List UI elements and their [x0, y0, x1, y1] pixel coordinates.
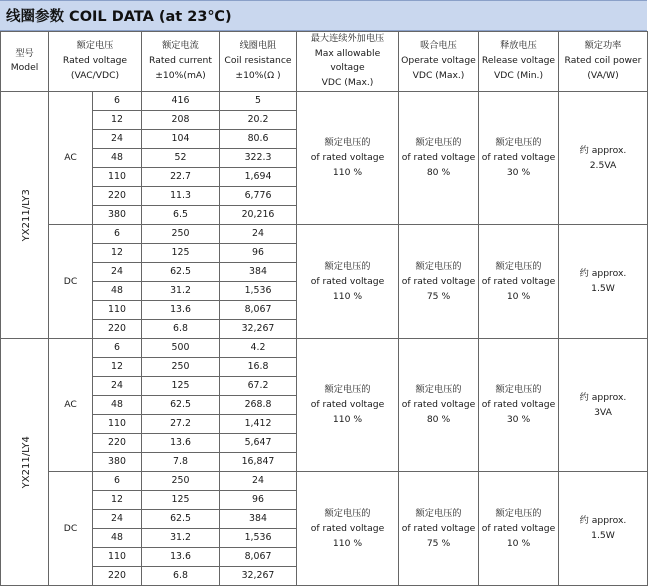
table-body — [1, 91, 648, 585]
rated-voltage-cell: 380 — [93, 205, 142, 224]
model-name-cell — [1, 91, 49, 338]
rated-voltage-cell: 12 — [93, 243, 142, 262]
coil-resistance-cell: 16.8 — [220, 357, 297, 376]
voltage-type-cell: AC — [49, 338, 93, 471]
table-row — [1, 338, 648, 357]
rated-voltage-cell: 12 — [93, 357, 142, 376]
coil-resistance-cell: 16,847 — [220, 452, 297, 471]
rated-current-cell: 250 — [142, 224, 220, 243]
coil-resistance-cell: 1,694 — [220, 167, 297, 186]
rated-current-cell: 7.8 — [142, 452, 220, 471]
coil-resistance-cell: 384 — [220, 509, 297, 528]
release-voltage-cell: 额定电压的 of rated voltage 30 % — [479, 91, 559, 224]
rated-voltage-cell: 6 — [93, 471, 142, 490]
rated-current-cell: 125 — [142, 243, 220, 262]
max-voltage-cell: 额定电压的 of rated voltage 110 % — [297, 338, 399, 471]
coil-resistance-cell: 4.2 — [220, 338, 297, 357]
rated-current-cell: 500 — [142, 338, 220, 357]
model-name-cell — [1, 338, 49, 585]
rated-current-cell: 62.5 — [142, 262, 220, 281]
coil-resistance-cell: 20.2 — [220, 110, 297, 129]
rated-current-cell: 52 — [142, 148, 220, 167]
coil-power-cell: 约 approx. 2.5VA — [559, 91, 648, 224]
coil-data-table — [0, 31, 648, 586]
max-voltage-cell: 额定电压的 of rated voltage 110 % — [297, 91, 399, 224]
rated-voltage-cell: 48 — [93, 528, 142, 547]
coil-resistance-cell: 8,067 — [220, 547, 297, 566]
rated-current-cell: 208 — [142, 110, 220, 129]
model-name: YX211/LY3 — [20, 188, 32, 241]
rated-voltage-cell: 24 — [93, 262, 142, 281]
header-release-voltage: 释放电压 Release voltage VDC (Min.) — [479, 32, 559, 92]
rated-current-cell: 22.7 — [142, 167, 220, 186]
header-coil-resistance: 线圈电阻 Coil resistance ±10%(Ω ) — [220, 32, 297, 92]
rated-current-cell: 250 — [142, 471, 220, 490]
coil-resistance-cell: 1,536 — [220, 528, 297, 547]
table-row — [1, 91, 648, 110]
rated-voltage-cell: 110 — [93, 167, 142, 186]
operate-voltage-cell: 额定电压的 of rated voltage 75 % — [399, 224, 479, 338]
rated-current-cell: 125 — [142, 376, 220, 395]
rated-current-cell: 416 — [142, 91, 220, 110]
release-voltage-cell: 额定电压的 of rated voltage 10 % — [479, 224, 559, 338]
rated-current-cell: 31.2 — [142, 528, 220, 547]
table-row — [1, 471, 648, 490]
operate-voltage-cell: 额定电压的 of rated voltage 80 % — [399, 338, 479, 471]
coil-resistance-cell: 384 — [220, 262, 297, 281]
rated-current-cell: 6.8 — [142, 319, 220, 338]
rated-voltage-cell: 12 — [93, 110, 142, 129]
rated-current-cell: 104 — [142, 129, 220, 148]
rated-current-cell: 11.3 — [142, 186, 220, 205]
rated-voltage-cell: 48 — [93, 281, 142, 300]
coil-resistance-cell: 32,267 — [220, 319, 297, 338]
coil-power-cell: 约 approx. 1.5W — [559, 471, 648, 585]
rated-voltage-cell: 24 — [93, 129, 142, 148]
model-name: YX211/LY4 — [20, 435, 32, 488]
coil-power-cell: 约 approx. 3VA — [559, 338, 648, 471]
rated-voltage-cell: 24 — [93, 509, 142, 528]
rated-voltage-cell: 6 — [93, 338, 142, 357]
max-voltage-cell: 额定电压的 of rated voltage 110 % — [297, 224, 399, 338]
rated-current-cell: 13.6 — [142, 300, 220, 319]
rated-current-cell: 125 — [142, 490, 220, 509]
rated-voltage-cell: 24 — [93, 376, 142, 395]
coil-resistance-cell: 67.2 — [220, 376, 297, 395]
coil-resistance-cell: 80.6 — [220, 129, 297, 148]
max-voltage-cell: 额定电压的 of rated voltage 110 % — [297, 471, 399, 585]
coil-power-cell: 约 approx. 1.5W — [559, 224, 648, 338]
rated-current-cell: 6.5 — [142, 205, 220, 224]
rated-voltage-cell: 220 — [93, 566, 142, 585]
header-operate-voltage: 吸合电压 Operate voltage VDC (Max.) — [399, 32, 479, 92]
coil-resistance-cell: 1,412 — [220, 414, 297, 433]
voltage-type-cell: DC — [49, 224, 93, 338]
release-voltage-cell: 额定电压的 of rated voltage 10 % — [479, 471, 559, 585]
header-rated-voltage: 额定电压 Rated voltage (VAC/VDC) — [49, 32, 142, 92]
rated-voltage-cell: 110 — [93, 414, 142, 433]
rated-current-cell: 6.8 — [142, 566, 220, 585]
header-rated-current: 额定电流 Rated current ±10%(mA) — [142, 32, 220, 92]
coil-resistance-cell: 32,267 — [220, 566, 297, 585]
rated-voltage-cell: 380 — [93, 452, 142, 471]
coil-resistance-cell: 24 — [220, 224, 297, 243]
rated-current-cell: 62.5 — [142, 509, 220, 528]
coil-resistance-cell: 6,776 — [220, 186, 297, 205]
rated-current-cell: 13.6 — [142, 433, 220, 452]
coil-resistance-cell: 5 — [220, 91, 297, 110]
voltage-type-cell: AC — [49, 91, 93, 224]
rated-voltage-cell: 220 — [93, 433, 142, 452]
rated-current-cell: 62.5 — [142, 395, 220, 414]
header-model: 型号 Model — [1, 32, 49, 92]
section-title: 线圈参数 COIL DATA (at 23℃) — [6, 9, 232, 25]
operate-voltage-cell: 额定电压的 of rated voltage 80 % — [399, 91, 479, 224]
section-title-bar — [0, 0, 647, 31]
table-row — [1, 224, 648, 243]
header-coil-power: 额定功率 Rated coil power (VA/W) — [559, 32, 648, 92]
rated-voltage-cell: 220 — [93, 319, 142, 338]
rated-current-cell: 27.2 — [142, 414, 220, 433]
coil-resistance-cell: 96 — [220, 243, 297, 262]
coil-resistance-cell: 268.8 — [220, 395, 297, 414]
coil-resistance-cell: 5,647 — [220, 433, 297, 452]
rated-voltage-cell: 220 — [93, 186, 142, 205]
coil-resistance-cell: 20,216 — [220, 205, 297, 224]
rated-current-cell: 250 — [142, 357, 220, 376]
rated-current-cell: 13.6 — [142, 547, 220, 566]
release-voltage-cell: 额定电压的 of rated voltage 30 % — [479, 338, 559, 471]
coil-resistance-cell: 24 — [220, 471, 297, 490]
rated-voltage-cell: 6 — [93, 224, 142, 243]
voltage-type-cell: DC — [49, 471, 93, 585]
coil-resistance-cell: 322.3 — [220, 148, 297, 167]
coil-resistance-cell: 8,067 — [220, 300, 297, 319]
coil-resistance-cell: 1,536 — [220, 281, 297, 300]
rated-voltage-cell: 48 — [93, 395, 142, 414]
coil-resistance-cell: 96 — [220, 490, 297, 509]
rated-voltage-cell: 110 — [93, 547, 142, 566]
rated-current-cell: 31.2 — [142, 281, 220, 300]
header-max-voltage: 最大连续外加电压 Max allowable voltage VDC (Max.) — [297, 32, 399, 92]
operate-voltage-cell: 额定电压的 of rated voltage 75 % — [399, 471, 479, 585]
rated-voltage-cell: 110 — [93, 300, 142, 319]
rated-voltage-cell: 6 — [93, 91, 142, 110]
table-header-row — [1, 32, 648, 92]
rated-voltage-cell: 48 — [93, 148, 142, 167]
rated-voltage-cell: 12 — [93, 490, 142, 509]
